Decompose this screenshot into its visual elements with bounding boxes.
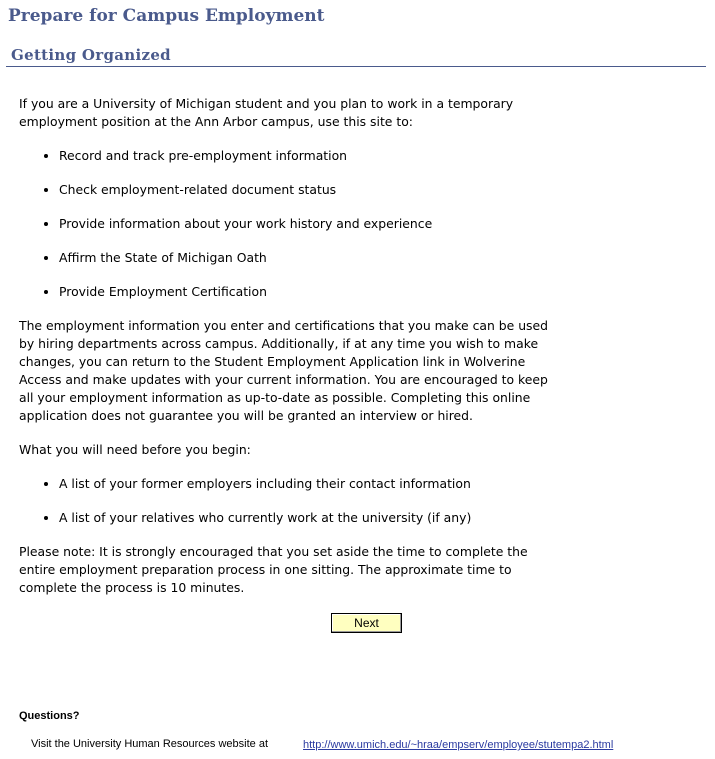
section-header — [6, 44, 706, 67]
list-item: • Provide Employment Certification — [59, 283, 559, 301]
needs-list — [19, 475, 559, 527]
list-item: • Affirm the State of Michigan Oath — [59, 249, 559, 267]
list-item: • Record and track pre-employment information — [59, 147, 559, 165]
list-item: • A list of your former employers including their contact information — [59, 475, 559, 493]
visit-text: Visit the University Human Resources website at — [31, 738, 269, 750]
main-content — [19, 95, 559, 597]
note-paragraph: Please note: It is strongly encouraged that you set aside the time to complete the entire employment preparation process in one sitting. The approximate time to complete the process is 10 minutes. — [19, 544, 528, 595]
list-item: • Provide information about your work history and experience — [59, 215, 559, 233]
intro-paragraph: If you are a University of Michigan student and you plan to work in a temporary employment position at the Ann Arbor campus, use this site to: — [19, 96, 514, 129]
info-paragraph: The employment information you enter and certifications that you make can be used by hiring departments across campus. Additionally, if at any time you wish to make changes, you can return to the Student Employment Application link in Wolverine Access and make updates with your current information. You are encouraged to keep all your employment information as up-to-date as possible. Completing this online application does not guarantee you will be granted an interview or hired. — [19, 318, 548, 423]
page-title: Prepare for Campus Employment — [8, 6, 325, 26]
questions-label: Questions? — [19, 710, 80, 722]
need-intro: What you will need before you begin: — [19, 442, 251, 457]
site-uses-list — [19, 147, 559, 301]
list-item: • A list of your relatives who currently work at the university (if any) — [59, 509, 559, 527]
list-item: • Check employment-related document status — [59, 181, 559, 199]
next-button[interactable]: Next — [331, 613, 402, 633]
hr-website-link[interactable]: http://www.umich.edu/~hraa/empserv/employee/stutempa2.html — [303, 739, 614, 751]
section-title: Getting Organized — [11, 46, 171, 64]
